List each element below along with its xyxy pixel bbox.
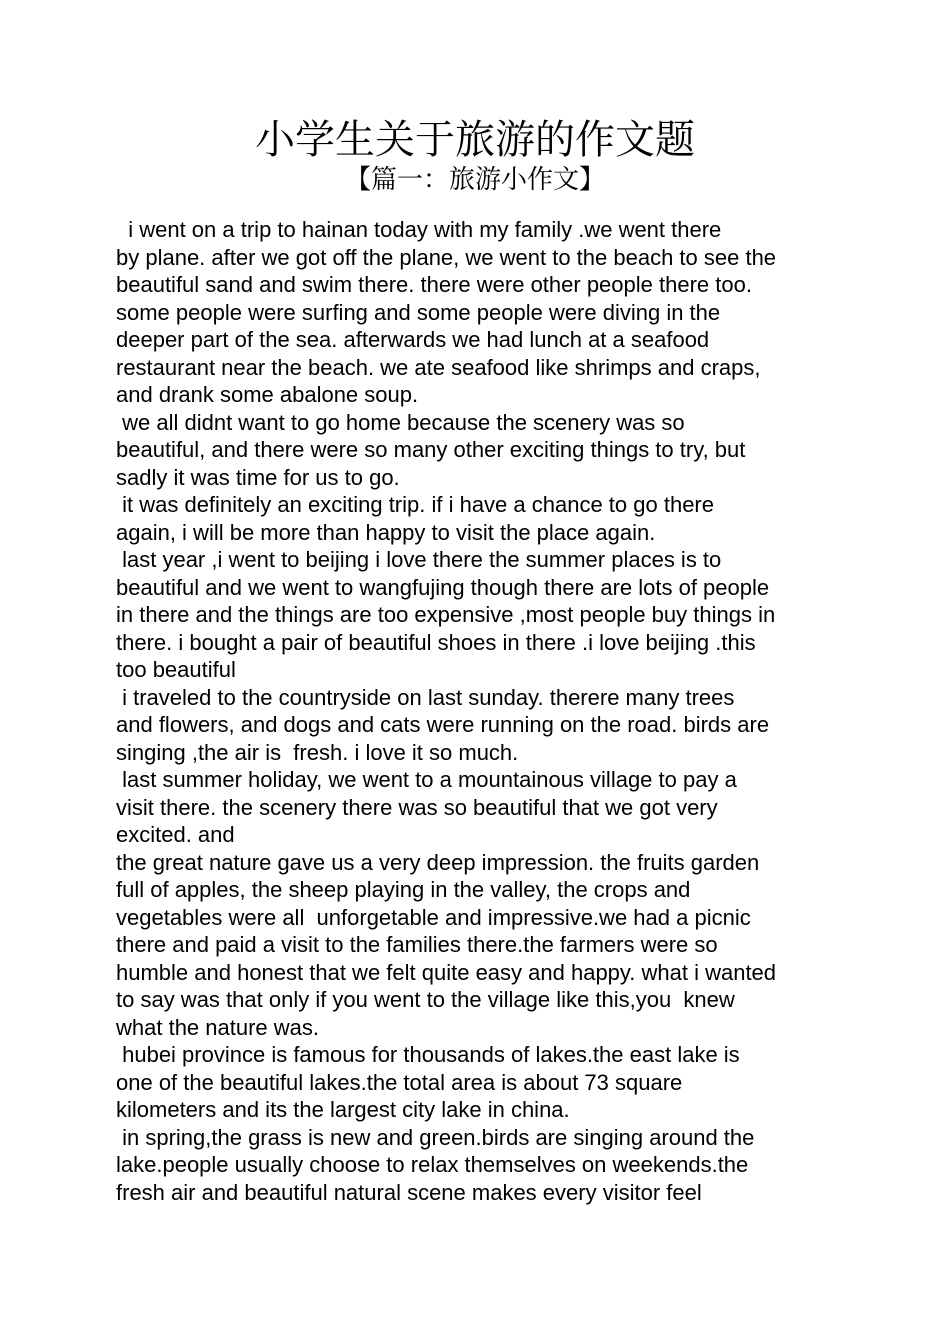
- essay-line: visit there. the scenery there was so beautiful that we got very: [116, 794, 718, 820]
- essay-line: what the nature was.: [116, 1014, 320, 1040]
- essay-line: fresh air and beautiful natural scene makes every visitor feel: [116, 1179, 702, 1205]
- essay-line: i traveled to the countryside on last sunday. therere many trees: [116, 684, 735, 710]
- essay-line: lake.people usually choose to relax themselves on weekends.the: [116, 1152, 749, 1177]
- essay-line: again, i will be more than happy to visit the place again.: [116, 519, 656, 545]
- essay-line: beautiful, and there were so many other exciting things to try, but: [116, 437, 746, 462]
- essay-line: the great nature gave us a very deep impression. the fruits garden: [116, 849, 760, 875]
- essay-line: restaurant near the beach. we ate seafood like shrimps and craps,: [116, 354, 761, 380]
- essay-line: vegetables were all unforgetable and impressive.we had a picnic: [116, 904, 751, 930]
- essay-line: to say was that only if you went to the village like this,you knew: [116, 987, 735, 1012]
- essay-line: full of apples, the sheep playing in the valley, the crops and: [116, 877, 691, 902]
- essay-line: it was definitely an exciting trip. if i have a chance to go there: [116, 492, 714, 517]
- essay-line: there. i bought a pair of beautiful shoes in there .i love beijing .this: [116, 629, 756, 655]
- essay-line: excited. and: [116, 822, 235, 847]
- essay-line: beautiful and we went to wangfujing though there are lots of people: [116, 574, 770, 600]
- essay-line: some people were surfing and some people were diving in the: [116, 299, 721, 325]
- essay-line: there and paid a visit to the families there.the farmers were so: [116, 932, 718, 957]
- essay-body: [116, 216, 846, 1206]
- essay-line: by plane. after we got off the plane, we went to the beach to see the: [116, 244, 777, 270]
- essay-line: too beautiful: [116, 657, 236, 682]
- essay-line: humble and honest that we felt quite easy and happy. what i wanted: [116, 959, 777, 985]
- document-title: 小学生关于旅游的作文题: [255, 117, 695, 163]
- essay-line: hubei province is famous for thousands of lakes.the east lake is: [116, 1042, 740, 1067]
- essay-line: and drank some abalone soup.: [116, 382, 419, 407]
- essay-line: kilometers and its the largest city lake in china.: [116, 1097, 570, 1122]
- essay-line: in spring,the grass is new and green.birds are singing around the: [116, 1124, 755, 1150]
- essay-line: sadly it was time for us to go.: [116, 464, 400, 490]
- essay-line: and flowers, and dogs and cats were running on the road. birds are: [116, 712, 770, 737]
- essay-line: i went on a trip to hainan today with my family .we went there: [116, 217, 722, 242]
- essay-line: beautiful sand and swim there. there were other people there too.: [116, 272, 752, 297]
- essay-line: last year ,i went to beijing i love there the summer places is to: [116, 547, 722, 572]
- essay-line: singing ,the air is fresh. i love it so much.: [116, 739, 519, 765]
- essay-line: last summer holiday, we went to a mountainous village to pay a: [116, 767, 737, 792]
- section-heading: 【篇一：旅游小作文】: [344, 165, 605, 195]
- essay-line: we all didnt want to go home because the scenery was so: [116, 409, 685, 435]
- essay-line: one of the beautiful lakes.the total area is about 73 square: [116, 1069, 683, 1095]
- essay-line: in there and the things are too expensive ,most people buy things in: [116, 602, 776, 627]
- essay-line: deeper part of the sea. afterwards we had lunch at a seafood: [116, 327, 710, 352]
